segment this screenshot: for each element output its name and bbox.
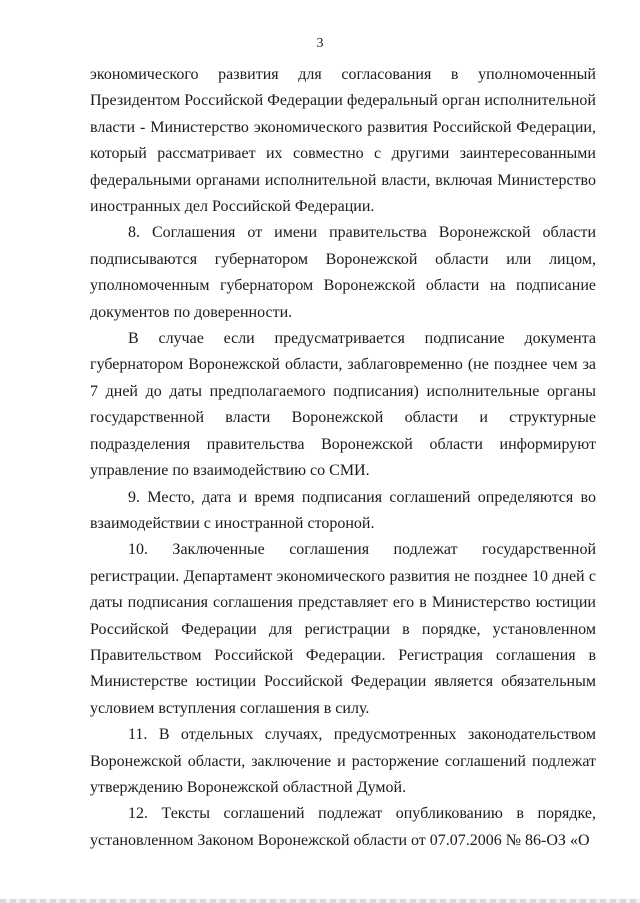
paragraph-continuation: экономического развития для согласования в уполномоченный Президентом Российской Федерации федеральный орган исполнительной власти - Министерство экономического развития Российской Федерации, который рассматривает их совместно с другими заинтересованными федеральными органами исполнительной власти, включая Министерство иностранных дел Российской Федерации. bbox=[90, 66, 596, 216]
document-body bbox=[90, 62, 596, 854]
paragraph-8-notice: В случае если предусматривается подписание документа губернатором Воронежской области, заблаговременно (не позднее чем за 7 дней до даты предполагаемого подписания) исполнительные органы государственной власти Воронежской области и структурные подразделения правительства Воронежской области информируют управление по взаимодействию со СМИ. bbox=[90, 330, 596, 480]
paragraph-10: 10. Заключенные соглашения подлежат государственной регистрации. Департамент экономического развития не позднее 10 дней с даты подписания соглашения представляет его в Министерство юстиции Российской Федерации для регистрации в порядке, установленном Правительством Российской Федерации. Регистрация соглашения в Министерстве юстиции Российской Федерации является обязательным условием вступления соглашения в силу. bbox=[90, 541, 596, 717]
paragraph-9: 9. Место, дата и время подписания соглашений определяются во взаимодействии с иностранной стороной. bbox=[90, 488, 596, 532]
scan-edge bbox=[0, 899, 640, 903]
page-number: 3 bbox=[316, 36, 324, 51]
paragraph-12: 12. Тексты соглашений подлежат опубликованию в порядке, установленном Законом Воронежской области от 07.07.2006 № 86-ОЗ «О bbox=[90, 805, 596, 849]
paragraph-8: 8. Соглашения от имени правительства Воронежской области подписываются губернатором Воронежской области или лицом, уполномоченным губернатором Воронежской области на подписание документов по доверенности. bbox=[90, 224, 596, 321]
paragraph-11: 11. В отдельных случаях, предусмотренных законодательством Воронежской области, заключение и расторжение соглашений подлежат утверждению Воронежской областной Думой. bbox=[90, 726, 596, 796]
